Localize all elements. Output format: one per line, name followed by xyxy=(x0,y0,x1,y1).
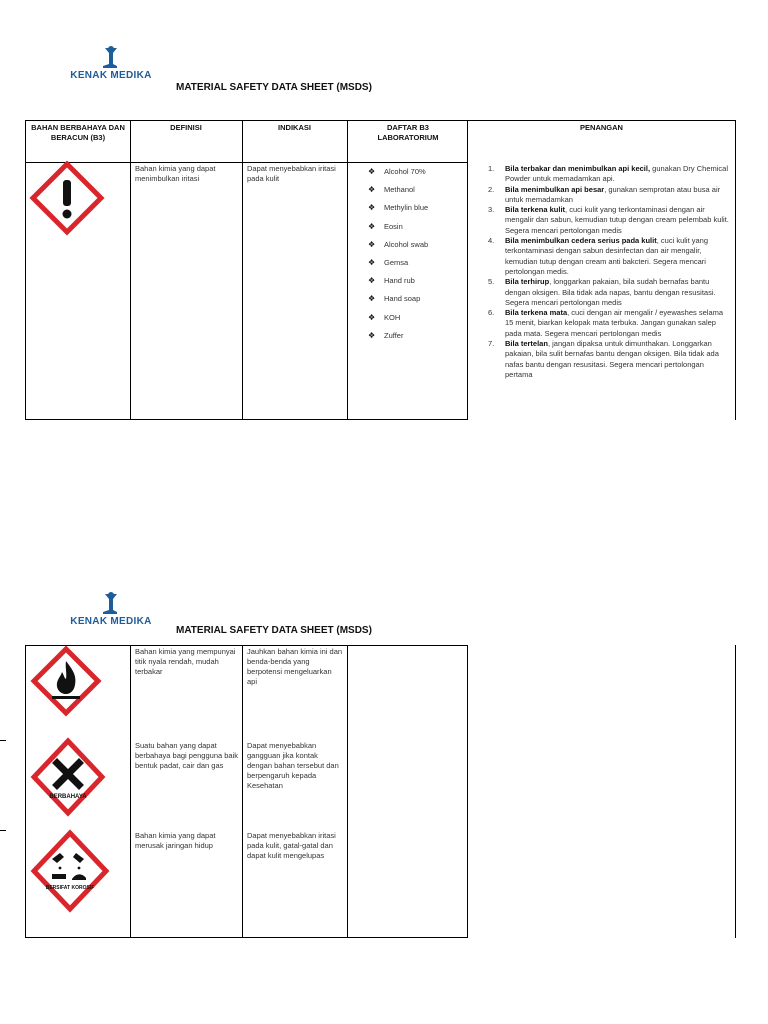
diamond-bullet-icon: ❖ xyxy=(368,294,376,304)
page2-row3-indikasi: Dapat menyebabkan iritasi pada kulit, gatal-gatal dan dapat kulit mengelupas xyxy=(247,831,336,860)
header-indikasi: INDIKASI xyxy=(278,123,311,132)
page2-row1-definisi: Bahan kimia yang mempunyai titik nyala rendah, mudah terbakar xyxy=(135,647,236,676)
list-item: 7. Bila tertelan, jangan dipaksa untuk dimunthakan. Longgarkan pakaian, bila sulit bernafas bantu dengan oksigen. Bila tidak ada nafas bantu dengan resusitasi. Segera mencari pertolongan pertama xyxy=(488,339,719,379)
page2-row2-indikasi: Dapat menyebabkan gangguan jika kontak dengan bahan tersebut dan berpengaruh kepada Kesehatan xyxy=(247,741,339,790)
list-item: ❖ Methylin blue xyxy=(368,203,429,213)
diamond-bullet-icon: ❖ xyxy=(368,239,376,249)
list-item: 3. Bila terkena kulit, cuci kulit yang terkontaminasi dengan air mengalir dan sabun, kemudian tutup dengan cream pelembab kulit. Segera mencari pertolongan medis xyxy=(488,205,729,235)
page2-row2-definisi: Suatu bahan yang dapat berbahaya bagi pengguna baik bentuk padat, cair dan gas xyxy=(135,741,239,770)
header-definisi: DEFINISI xyxy=(170,123,202,132)
exclamation-pictogram-icon xyxy=(29,158,105,238)
list-item: 4. Bila menimbulkan cedera serius pada kulit, cuci kulit yang terkontaminasi dengan sabun desinfectan dan air mengalir, kemudian tutup dengan cream anti bakcteri. Segera mencari pertolongan medis. xyxy=(488,236,709,276)
diamond-bullet-icon: ❖ xyxy=(368,221,376,231)
page2-row1-indikasi: Jauhkan bahan kimia ini dan benda-benda yang berpotensi mengeluarkan api xyxy=(247,647,343,686)
list-item: ❖ Gemsa xyxy=(368,257,409,267)
diamond-bullet-icon: ❖ xyxy=(368,330,376,340)
list-item: 6. Bila terkena mata, cuci dengan air mengalir / eyewashes selama 15 menit, biarkan kelopak mata terbuka. Jangan gunakan salep pada mata. Segera mencari pertolongan medis xyxy=(488,308,724,338)
svg-text:BERBAHAYA: BERBAHAYA xyxy=(49,794,87,800)
list-item: ❖ Methanol xyxy=(368,185,415,195)
company-logo-page2 xyxy=(66,590,156,627)
logo-figure-icon xyxy=(99,44,123,70)
header-daftar: DAFTAR B3 LABORATORIUM xyxy=(377,123,439,142)
daftar-b3-list xyxy=(368,167,428,349)
list-item: 1. Bila terbakar dan menimbulkan api kecil, gunakan Dry Chemical Powder untuk memadamkan api. xyxy=(488,164,729,184)
list-item: ❖ Alcohol swab xyxy=(368,239,429,249)
diamond-bullet-icon: ❖ xyxy=(368,203,376,213)
row1-indikasi: Dapat menyebabkan iritasi pada kulit xyxy=(247,164,336,183)
penanganan-steps xyxy=(488,164,732,380)
flame-pictogram-icon xyxy=(30,645,102,717)
list-item: ❖ KOH xyxy=(368,312,401,322)
list-item: ❖ Hand soap xyxy=(368,294,421,304)
row1-definisi: Bahan kimia yang dapat menimbulkan iritasi xyxy=(135,164,216,183)
list-item: ❖ Eosin xyxy=(368,221,403,231)
list-item: ❖ Zuffer xyxy=(368,330,404,340)
svg-text:BERSIFAT KOROSIF: BERSIFAT KOROSIF xyxy=(45,885,95,891)
diamond-bullet-icon: ❖ xyxy=(368,167,376,176)
list-item: 2. Bila menimbulkan api besar, gunakan semprotan atau busa air untuk memadamkan xyxy=(488,184,721,204)
diamond-bullet-icon: ❖ xyxy=(368,257,376,267)
page2-row3-definisi: Bahan kimia yang dapat merusak jaringan hidup xyxy=(135,831,216,850)
header-penanganan: PENANGAN xyxy=(580,123,623,132)
document-title-page2: MATERIAL SAFETY DATA SHEET (MSDS) xyxy=(176,625,372,636)
harmful-x-pictogram-icon xyxy=(30,737,106,817)
list-item: ❖ Alcohol 70% xyxy=(368,167,426,176)
list-item: 5. Bila terhirup, longgarkan pakaian, bila sudah bernafas bantu dengan oksigen. Bila tidak ada napas, bantu dengan resusitasi. Segera mencari pertolongan medis xyxy=(488,277,716,307)
list-item: ❖ Hand rub xyxy=(368,276,415,286)
corrosive-pictogram-icon xyxy=(30,829,110,913)
logo-figure-icon xyxy=(99,590,123,616)
logo-brand-text: KENAK MEDIKA xyxy=(70,616,152,627)
company-logo xyxy=(66,44,156,81)
header-bahan: BAHAN BERBAHAYA DAN BERACUN (B3) xyxy=(31,123,125,142)
logo-brand-text: KENAK MEDIKA xyxy=(70,70,152,81)
diamond-bullet-icon: ❖ xyxy=(368,276,376,286)
diamond-bullet-icon: ❖ xyxy=(368,185,376,195)
document-title: MATERIAL SAFETY DATA SHEET (MSDS) xyxy=(176,82,372,93)
diamond-bullet-icon: ❖ xyxy=(368,312,376,322)
